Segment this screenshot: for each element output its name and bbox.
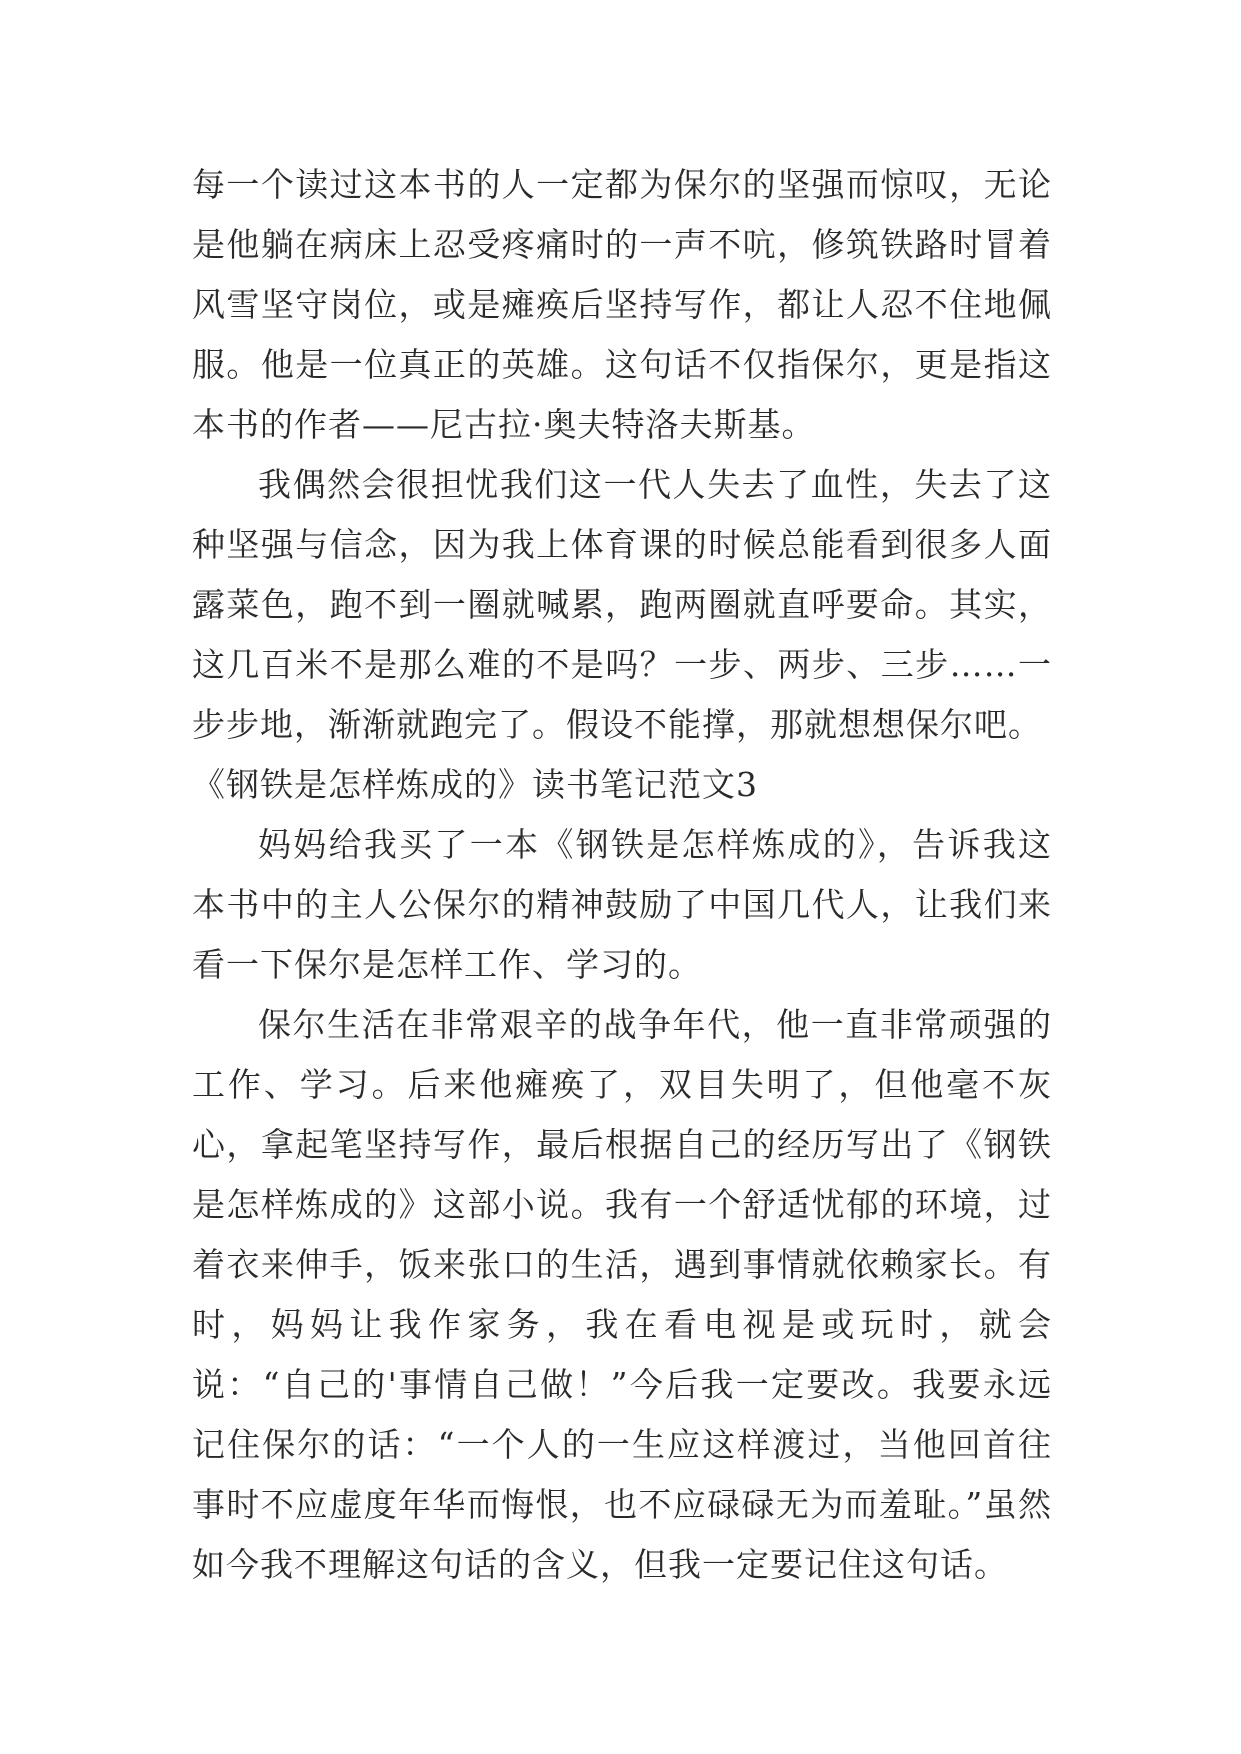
paragraph-bloodedness: 我偶然会很担忧我们这一代人失去了血性，失去了这种坚强与信念，因为我上体育课的时候总能看到很多人面露菜色，跑不到一圈就喊累，跑两圈就直呼要命。其实，这几百米不是那么难的不是吗？一步、两步、三步……一步步地，渐渐就跑完了。假设不能撑，那就想想保尔吧。 <box>192 465 1052 744</box>
paragraph-paul-life: 保尔生活在非常艰辛的战争年代，他一直非常顽强的工作、学习。后来他瘫痪了，双目失明了，但他毫不灰心，拿起笔坚持写作，最后根据自己的经历写出了《钢铁是怎样炼成的》这部小说。我有一个舒适忧郁的环境，过着衣来伸手，饭来张口的生活，遇到事情就依赖家长。有时，妈妈让我作家务，我在看电视是或玩时，就会说：“自己的'事情自己做！”今后我一定要改。我要永远记住保尔的话：“一个人的一生应这样渡过，当他回首往事时不应虚度年华而悔恨，也不应碌碌无为而羞耻。”虽然如今我不理解这句话的含义，但我一定要记住这句话。 <box>192 1005 1052 1584</box>
section-heading: 《钢铁是怎样炼成的》读书笔记范文3 <box>192 765 758 804</box>
paragraph-gift-book: 妈妈给我买了一本《钢铁是怎样炼成的》，告诉我这本书中的主人公保尔的精神鼓励了中国几代人，让我们来看一下保尔是怎样工作、学习的。 <box>192 825 1052 984</box>
paragraph-perseverance: 每一个读过这本书的人一定都为保尔的坚强而惊叹，无论是他躺在病床上忍受疼痛时的一声不吭，修筑铁路时冒着风雪坚守岗位，或是瘫痪后坚持写作，都让人忍不住地佩服。他是一位真正的英雄。这句话不仅指保尔，更是指这本书的作者——尼古拉·奥夫特洛夫斯基。 <box>192 165 1052 444</box>
document-body <box>192 155 1052 1595</box>
